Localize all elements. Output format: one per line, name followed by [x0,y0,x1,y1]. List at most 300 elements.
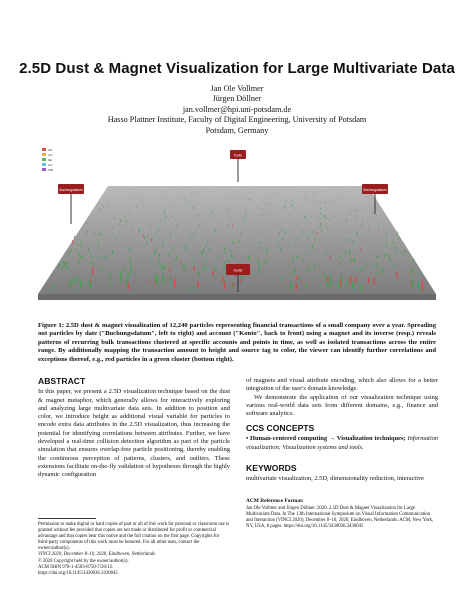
particle [294,245,295,247]
particle [307,192,308,193]
particle [206,258,207,259]
particle [297,238,298,240]
particle [366,241,367,242]
particle [350,205,351,206]
particle [164,265,165,269]
permission-text: Permission to make digital or hard copies of part or all of this work for personal or classroom use is granted without fee provided that copies are not made or distributed for profit or commercial advantage and that copies bear this notice and the full citation on the first page. Copyrights for third-party components of this work must be honored. For all other uses, contact the owner/author(s). [38,522,230,552]
particle [136,190,137,191]
particle [176,257,177,260]
particle [72,240,73,243]
particle [321,218,322,219]
particle [164,211,165,213]
particle [203,248,204,252]
particle [306,213,307,214]
permission-block [38,522,230,577]
particle [339,262,340,266]
particle [150,225,151,227]
keywords-section [246,464,438,484]
particle [215,230,216,231]
particle [224,282,225,290]
doi-link[interactable]: https://doi.org/10.1145/3430036.3430045 [38,570,118,576]
particle [88,248,89,252]
magnet-label: Konto [233,268,243,273]
particle [122,271,123,272]
particle [357,232,358,235]
particle [258,242,259,243]
ccs-section [246,424,438,452]
particle [149,282,150,283]
particle [193,260,194,262]
particle [69,252,70,255]
particle [325,215,326,218]
particle [339,199,340,200]
particle [230,218,231,220]
particle [78,260,79,264]
particle [80,256,81,257]
particle [193,234,194,237]
particle [157,246,158,248]
particle [160,218,161,220]
particle [333,197,334,198]
particle [368,247,369,249]
particle [241,232,242,234]
particle [98,256,99,258]
particle [293,259,294,263]
particle [136,205,137,206]
teaser-figure [38,142,436,320]
particle [418,283,419,289]
particle [161,267,162,271]
particle [167,196,168,197]
particle [320,208,321,210]
particle [209,268,210,269]
abstract-paragraph-3: We demonstrate the application of our visualization technique using various real-world data sets from different domains, e.g., finance and software analytics. [246,393,438,418]
particle [111,243,112,244]
particle [205,246,206,248]
particle [249,200,250,201]
particle [373,238,374,239]
particle [173,246,174,250]
particle [136,198,137,199]
particle [349,251,350,255]
particle [376,272,377,274]
particle [296,256,297,258]
acm-ref-heading: ACM Reference Format: [246,498,304,504]
particle [203,222,204,223]
particle [231,203,232,205]
particle [177,189,178,190]
particle [259,265,260,273]
particle [358,216,359,218]
particle [106,256,107,259]
particle [291,285,292,290]
particle [231,254,232,258]
particle [332,201,333,203]
particle [174,278,175,287]
particle [200,251,201,253]
particle [179,261,180,262]
keywords-heading: KEYWORDS [246,463,297,473]
particle [97,204,98,206]
particle [346,284,347,285]
particle [317,227,318,228]
particle [200,226,201,228]
particle [341,275,342,283]
particle [212,211,213,214]
particle [159,257,160,261]
particle [113,227,114,229]
particle [227,225,228,227]
particle [186,203,187,204]
legend-label: WB [48,167,53,172]
particle [185,242,186,243]
particle [155,235,156,237]
particle [295,268,296,274]
particle [350,213,351,216]
particle [78,244,79,246]
particle [191,212,192,214]
particle [125,215,126,217]
particle [214,205,215,206]
particle [81,241,82,243]
particle [393,241,394,244]
particle [355,277,356,283]
particle [368,278,369,283]
particle [394,265,395,268]
magnet-konto-back[interactable] [230,150,246,182]
particle [409,273,410,274]
particle [375,279,376,280]
particle [272,214,273,216]
particle [129,248,130,251]
particle [81,245,82,249]
particle [70,279,71,287]
particle [303,191,304,193]
particle [352,227,353,228]
particle [159,238,160,239]
ccs-heading: CCS CONCEPTS [246,423,315,433]
particle [285,281,286,282]
author-affiliation: Hasso Plattner Institute, Faculty of Digital Engineering, University of Potsdam [107,115,367,125]
particle [113,232,114,233]
particle [302,259,303,261]
ground-plane [38,186,436,294]
particle [243,220,244,223]
particle [365,238,366,239]
particle [311,191,312,192]
particle [226,193,227,195]
particle [254,244,255,246]
particle [81,256,82,259]
particle [63,261,64,265]
particle [368,228,369,230]
particle [116,206,117,207]
particle [76,276,77,281]
particle [133,197,134,199]
particle [229,198,230,200]
particle [80,280,81,286]
particle [99,209,100,212]
legend-label: OV [48,162,53,167]
particle [171,216,172,217]
particle [136,206,137,208]
particle [103,205,104,207]
particle [74,236,75,239]
particle [413,259,414,263]
particle [418,273,419,276]
particle [76,289,77,291]
particle [320,223,321,226]
particle [126,220,127,222]
particle [377,256,378,258]
particle [289,213,290,215]
particle [230,237,231,238]
isbn-line: ACM ISBN 978-1-4503-8750-7/20/12. [38,564,114,570]
particle [308,267,309,271]
particle [280,248,281,251]
particle [306,251,307,252]
particle [168,220,169,221]
abstract-paragraph-2: of magnets and visual attribute encoding, which also allows for a better integration of the user's domain knowledge. [246,377,438,393]
particle [372,212,373,215]
particle [327,228,328,229]
legend-label: SE [48,157,53,162]
particle [395,247,396,250]
particle [207,241,208,243]
particle [294,207,295,209]
particle [270,243,271,245]
particle [308,239,309,240]
particle [330,220,331,221]
particle [261,215,262,217]
particle [312,191,313,192]
particle [158,228,159,231]
particle [278,244,279,247]
particle [98,246,99,249]
particle [279,281,280,282]
particle [309,200,310,201]
particle [139,229,140,232]
particle [228,215,229,217]
plane-edge [38,294,436,300]
particle [330,255,331,259]
particle [155,232,156,233]
particle [404,250,405,253]
particle [202,252,203,255]
particle [389,257,390,260]
particle [400,252,401,254]
particle [325,202,326,204]
particle [305,194,306,195]
particle [127,280,128,286]
particle [221,246,222,248]
particle [382,268,383,274]
particle [85,241,86,242]
particle [228,259,229,262]
particle [361,224,362,227]
particle [195,191,196,193]
particle [169,253,170,256]
particle [262,208,263,209]
particle [147,236,148,237]
particle [198,214,199,217]
particle [280,278,281,281]
particle [194,206,195,208]
particle [224,265,225,269]
particle [266,204,267,206]
particle [308,236,309,238]
particle [316,232,317,235]
conference-line: VINCI 2020, December 8–10, 2020, Eindhoven, Netherlands [38,552,155,558]
particle [299,276,300,280]
keywords-text: multivariate visualization, 2.5D, dimensionality reduction, interactive [246,475,425,483]
particle [267,214,268,215]
particle [64,262,65,265]
particle [312,246,313,250]
particle [110,272,111,274]
particle [111,282,112,286]
ccs-bullet: • Human-centered computing → Visualization techniques; [246,435,406,443]
particle [174,214,175,215]
particle [298,257,299,258]
particle [265,234,266,235]
particle [183,264,184,267]
particle [258,260,259,264]
particle [304,215,305,217]
particle [386,243,387,247]
particle [327,282,328,286]
particle [329,279,330,288]
particle [62,266,63,271]
particle [264,213,265,215]
particle [285,207,286,209]
particle [325,274,326,275]
particle [148,258,149,259]
particle [105,255,106,257]
particle [249,202,250,203]
particle [70,249,71,252]
author-email[interactable]: jan.vollmer@hpi.uni-potsdam.de [182,104,292,114]
particle [205,266,206,270]
particle [397,231,398,234]
magnet-buchungsdatum-left[interactable] [58,184,84,224]
particle [131,263,132,265]
particle [189,201,190,203]
particle [144,237,145,239]
particle [296,276,297,280]
particle [396,272,397,278]
particle [141,198,142,200]
particle [285,231,286,234]
particle [109,274,110,280]
particle [52,285,53,290]
particle [134,195,135,196]
particle [361,259,362,260]
particle [412,280,413,289]
particle [238,240,239,243]
particle [164,190,165,191]
particle [268,198,269,200]
particle [282,238,283,240]
particle [122,268,123,269]
particle [309,252,310,254]
particle [65,267,66,268]
particle [233,283,234,287]
particle [361,268,362,271]
magnet-label: Buchungsdatum [59,188,83,192]
particle [192,207,193,209]
particle [321,229,322,232]
particle [220,254,221,256]
caption-text: 2.5D dust & magnet visualization of 12,240 particles representing financial transactions of a small company over a year. Spreading out particles by date ("Buchungsdatum", left to right) and account ("Konto", back to front) using a magnet and its inverse (resp.) reveals patterns of recurring bulk transactions clustered at specific accounts and points in time, as well as isolated transactions across the entire range. By additionally mapping the transaction amount to height and source tag to color, the viewer can identify further correlations and exceptions thereof, e.g., red particles in a green cluster (bottom right). [38,322,436,363]
particle [210,215,211,218]
particle [286,200,287,202]
legend-label: AN [48,147,53,152]
legend-swatch [42,168,46,171]
particle [107,205,108,206]
particle [378,230,379,232]
particle [314,192,315,193]
particle [332,282,333,283]
particle [215,267,216,270]
particle [178,197,179,199]
particle [245,213,246,215]
legend-swatch [42,148,46,151]
particle [237,190,238,191]
particle [334,216,335,218]
particle [302,247,303,248]
particle [320,212,321,214]
particle [350,210,351,211]
particle [386,231,387,234]
particle [184,267,185,270]
particle [350,227,351,228]
particle [232,227,233,228]
particle [353,241,354,244]
particle [116,237,117,239]
particle [207,202,208,204]
particle [249,255,250,258]
particle [131,267,132,275]
particle [316,279,317,281]
particle [198,272,199,277]
particle [186,201,187,203]
particle [355,269,356,272]
particle [343,197,344,198]
particle [283,245,284,247]
author-location: Potsdam, Germany [205,125,269,135]
particle [314,238,315,241]
acm-ref-text: Jan Ole Vollmer and Jürgen Döllner. 2020. 2.5D Dust & Magnet Visualization for Large Multivariate Data. In The 13th International Symposium on Visual Information Communication and Interaction (VINCI 2020), December 8–10, 2020, Eindhoven, Netherlands. ACM, New York, NY, USA, 8 pages. https://doi.org/10.1145/3430036.3430045 [246,506,434,530]
particle [134,274,135,276]
particle [217,210,218,211]
caption-label: Figure 1: [38,322,64,329]
particle [214,231,215,232]
particle [188,287,189,290]
particle [351,259,352,263]
particle [283,287,284,289]
particle [244,196,245,197]
particle [287,286,288,287]
particle [128,284,129,290]
particle [369,197,370,199]
particle [296,283,297,290]
particle [146,241,147,242]
figure-caption [38,322,436,364]
particle [233,241,234,244]
particle [360,248,361,250]
copyright-line: © 2020 Copyright held by the owner/author(s). [38,558,129,564]
